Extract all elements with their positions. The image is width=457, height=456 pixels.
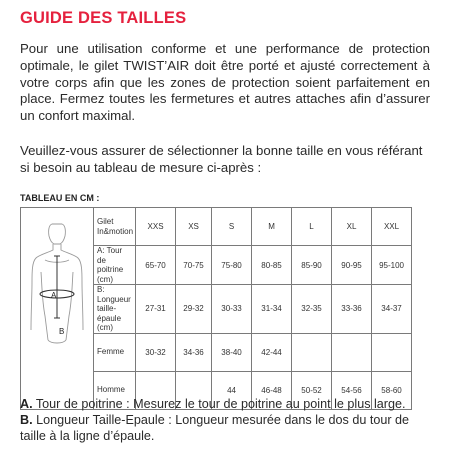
size-table bbox=[20, 207, 412, 410]
instruction-paragraph: Veuillez-vous assurer de sélectionner la bonne taille en vous référant si besoin au tableau de mesure ci-après : bbox=[20, 143, 423, 175]
body-silhouette-icon bbox=[21, 220, 93, 396]
table-cell: 34-37 bbox=[372, 285, 412, 334]
table-cell: 29-32 bbox=[176, 285, 212, 334]
table-cell bbox=[332, 333, 372, 371]
table-cell: 30-33 bbox=[212, 285, 252, 334]
legend-b bbox=[20, 413, 432, 444]
table-cell: 90-95 bbox=[332, 246, 372, 285]
legend-a-key: A. bbox=[20, 397, 33, 411]
legend-a bbox=[20, 397, 432, 413]
header-label-cell: Gilet In&motion bbox=[94, 208, 136, 246]
row-label-femme: Femme bbox=[94, 333, 136, 371]
size-header-cell: XXS bbox=[136, 208, 176, 246]
table-cell: 34-36 bbox=[176, 333, 212, 371]
size-header-cell: S bbox=[212, 208, 252, 246]
table-cell: 80-85 bbox=[252, 246, 292, 285]
table-header-row bbox=[21, 208, 412, 246]
intro-paragraph: Pour une utilisation conforme et une performance de protection optimale, le gilet TWIST’AIR doit être porté et ajusté correctement à votre corps afin que les zones de protection soient parfaitement en place. Fermez toutes les fermetures et autres attaches afin d’assurer un confort maximal. bbox=[20, 41, 430, 124]
legend-a-text: Tour de poitrine : Mesurez le tour de poitrine au point le plus large. bbox=[32, 397, 406, 411]
size-header-cell: XXL bbox=[372, 208, 412, 246]
row-label-homme: Homme bbox=[94, 371, 136, 409]
table-cell: 31-34 bbox=[252, 285, 292, 334]
row-label-length: B: Longueur taille-épaule (cm) bbox=[94, 285, 136, 334]
table-cell: 75-80 bbox=[212, 246, 252, 285]
table-cell bbox=[372, 333, 412, 371]
table-cell bbox=[292, 333, 332, 371]
figure-label-b: B bbox=[59, 327, 65, 337]
table-cell: 27-31 bbox=[136, 285, 176, 334]
table-cell: 42-44 bbox=[252, 333, 292, 371]
size-header-cell: L bbox=[292, 208, 332, 246]
table-cell: 44 bbox=[212, 371, 252, 409]
legend-b-key: B. bbox=[20, 413, 33, 427]
size-header-cell: XS bbox=[176, 208, 212, 246]
table-cell: 54-56 bbox=[332, 371, 372, 409]
table-cell: 95-100 bbox=[372, 246, 412, 285]
table-cell: 70-75 bbox=[176, 246, 212, 285]
table-cell: 32-35 bbox=[292, 285, 332, 334]
figure-label-a: A bbox=[51, 291, 57, 301]
table-cell: 46-48 bbox=[252, 371, 292, 409]
legend-b-text: Longueur Taille-Epaule : Longueur mesurée dans le dos du tour de taille à la ligne d’épaule. bbox=[20, 413, 410, 443]
table-cell: 30-32 bbox=[136, 333, 176, 371]
size-header-cell: M bbox=[252, 208, 292, 246]
row-label-chest: A: Tour de poitrine (cm) bbox=[94, 246, 136, 285]
table-cell: 65-70 bbox=[136, 246, 176, 285]
page-title: GUIDE DES TAILLES bbox=[20, 9, 187, 27]
table-cell: 58-60 bbox=[372, 371, 412, 409]
table-title: TABLEAU EN CM : bbox=[20, 193, 100, 203]
table-cell: 50-52 bbox=[292, 371, 332, 409]
size-header-cell: XL bbox=[332, 208, 372, 246]
table-cell: 33-36 bbox=[332, 285, 372, 334]
body-figure-cell bbox=[21, 208, 94, 410]
table-cell: 38-40 bbox=[212, 333, 252, 371]
table-cell: 85-90 bbox=[292, 246, 332, 285]
